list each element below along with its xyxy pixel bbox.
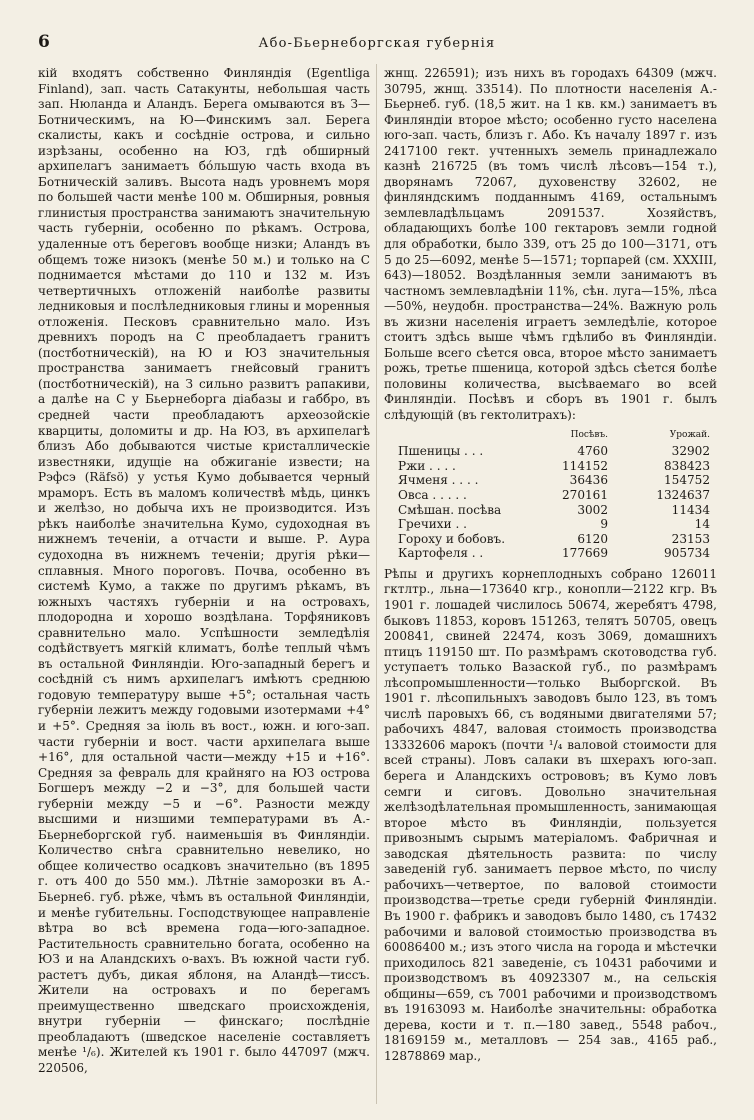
crop-name: Гречихи . . xyxy=(398,517,467,532)
left-column xyxy=(38,66,370,1077)
harvest-table-header xyxy=(398,428,712,445)
crop-posev: 114152 xyxy=(562,458,608,473)
harvest-header-posev: Посѣвъ. xyxy=(570,429,608,440)
column-divider xyxy=(376,64,377,1104)
right-column-bottom-text: Рѣпы и другихъ корнеплодныхъ собрано 126011 гктлтр., льна—173640 кгр., конопли—2122 кгр. Въ 1901 г. лошадей числилось 50674, жеребятъ 4798, быковъ 11853, коровъ 151263, телятъ 50705, овецъ 200841, свиней 22474, козъ 3069, домашнихъ птицъ 119150 шт. По размѣрамъ скотоводства губ. уступаетъ только Вазаской губ., по размѣрамъ лѣсопромышленности—только Выборгской. Въ 1901 г. лѣсопильныхъ заводовъ было 123, въ томъ числѣ паровыхъ 66, съ водяными двигателями 57; рабочихъ 4847, валовая стоимость производства 13332606 марокъ (почти ¹/₄ валовой стоимости для всей страны). Ловъ салаки въ шхерахъ юго-зап. берега и Аландскихъ острововъ; въ Кумо ловъ семги и сиговъ. Довольно значительная желѣзодѣлательная промышленность, занимающая второе мѣсто въ Финляндіи, пользуется привознымъ сырымъ матеріаломъ. Фабричная и заводская дѣятельность развита: по числу заведеній губ. занимаетъ первое мѣсто, по числу рабочихъ—четвертое, по валовой стоимости производства—третье среди губерній Финляндіи. Въ 1900 г. фабрикъ и заводовъ было 1480, съ 17432 рабочими и валовой стоимостью производства въ 60086400 м.; изъ этого числа на города и мѣстечки приходилось 821 заведеніе, съ 10431 рабочими и производствомъ въ 40923307 м., на сельскія общины—659, съ 7001 рабочими и производствомъ въ 19163093 м. Наиболѣе значительны: обработка дерева, кости и т. п.—180 завед., 5548 рабоч., 18169159 м., металловъ — 254 зав., 4165 раб., 12878869 мар., xyxy=(384,566,717,1063)
crop-posev: 4760 xyxy=(577,444,608,459)
harvest-header-crop xyxy=(398,428,524,445)
left-column-text: кій входятъ собственно Финляндія (Egentliga Finland), зап. часть Сатакунты, небольшая часть зап. Нюланда и Аландъ. Берега омываются въ З—Ботническимъ, на Ю—Финскимъ зал. Берега скалисты, какъ и сосѣдніе острова, и сильно изрѣзаны, особенно на ЮЗ, гдѣ обширный архипелагъ занимаетъ бо́льшую часть входа въ Ботническій заливъ. Высота надъ уровнемъ моря по большей части менѣе 100 м. Обширныя, ровныя глинистыя пространства занимаютъ значительную часть губерніи, особенно по рѣкамъ. Острова, удаленные отъ береговъ вообще низки; Аландъ въ общемъ тоже низокъ (менѣе 50 м.) и только на С поднимается мѣстами до 110 и 132 м. Изъ четвертичныхъ отложеній наиболѣе развиты ледниковыя и послѣледниковыя глины и моренныя отложенія. Песковъ сравнительно мало. Изъ древнихъ породъ на С преобладаетъ гранитъ (постботническій), на Ю и ЮЗ значительныя пространства занимаетъ гнейсовый гранитъ (постботническій), на З сильно развитъ рапакиви, а далѣе на С у Бьернеборга діабазы и габбро, въ средней части преобладаютъ археозойскіе кварциты, доломиты и др. На ЮЗ, въ архипелагѣ близъ Або добываются чистые кристаллическіе известняки, идущіе на обжиганіе извести; на Рэфсэ (Räfsö) у устья Кумо добывается черный мраморъ. Есть въ маломъ количествѣ мѣдь, цинкъ и желѣзо, но добыча ихъ не производится. Изъ рѣкъ наиболѣе значительна Кумо, судоходная въ нижнемъ теченіи, а отчасти и выше. Р. Аура судоходна въ нижнемъ теченіи; другія рѣки—сплавныя. Много пороговъ. Почва, особенно въ системѣ Кумо, а также по другимъ рѣкамъ, въ южныхъ частяхъ губерніи и на островахъ, плодородна и хорошо воздѣлана. Торфяниковъ сравнительно мало. Успѣшности земледѣлія содѣйствуетъ мягкій климатъ, болѣе теплый чѣмъ въ остальной Финляндіи. Юго-западный берегъ и сосѣдній съ нимъ архипелагъ имѣютъ среднюю годовую температуру выше +5°; остальная часть губерніи лежитъ между годовыми изотермами +4° и +5°. Средняя за іюль въ вост., южн. и юго-зап. части губерніи и вост. части архипелага выше +16°, для остальной части—между +15 и +16°. Средняя за февраль для крайняго на ЮЗ острова Богшеръ между −2 и −3°, для большей части губерніи между −5 и −6°. Разности между высшими и низшими температурами въ А.-Бьернеборгской губ. наименьшія въ Финляндіи. Количество снѣга сравнительно невелико, но общее количество осадковъ значительно (въ 1895 г. отъ 400 до 550 мм.). Лѣтніе заморозки въ А.-Бьерне6. губ. рѣже, чѣмъ въ остальной Финляндіи, и менѣе губительны. Господствующее направленіе вѣтра во всѣ времена года—юго-западное. Растительность сравнительно богата, особенно на ЮЗ и на Аландскихъ о-вахъ. Въ южной части губ. растетъ дубъ, дикая яблоня, на Аландѣ—тиссъ. Жители на островахъ и по берегамъ преимущественно шведскаго происхожденія, внутри губерніи — финскаго; послѣдніе преобладаютъ (шведское населеніе составляетъ менѣе ¹/₆). Жителей къ 1901 г. было 447097 (мжч. 220506, xyxy=(38,66,370,1075)
running-header: Або-Бьернеборгская губернія xyxy=(258,36,496,51)
crop-urozhai: 838423 xyxy=(664,458,710,473)
crop-name: Гороху и бобовъ. xyxy=(398,531,506,546)
table-row xyxy=(398,473,712,488)
crop-urozhai: 11434 xyxy=(671,502,710,517)
table-row xyxy=(398,459,712,474)
crop-urozhai: 154752 xyxy=(664,473,710,488)
crop-name: Пшеницы . . . xyxy=(398,444,484,459)
crop-urozhai: 32902 xyxy=(671,444,710,459)
harvest-table xyxy=(398,428,712,561)
crop-urozhai: 14 xyxy=(694,517,710,532)
right-column xyxy=(384,66,717,1064)
table-row xyxy=(398,532,712,547)
table-row xyxy=(398,444,712,459)
table-row xyxy=(398,517,712,532)
crop-name: Картофеля . . xyxy=(398,546,484,561)
crop-name: Овса . . . . . xyxy=(398,487,467,502)
crop-urozhai: 905734 xyxy=(664,546,710,561)
crop-urozhai: 1324637 xyxy=(656,487,710,502)
crop-name: Ячменя . . . . xyxy=(398,473,479,488)
crop-posev: 177669 xyxy=(562,546,608,561)
crop-posev: 6120 xyxy=(577,531,608,546)
harvest-header-urozhai: Урожай. xyxy=(669,429,710,440)
crop-posev: 36436 xyxy=(569,473,608,488)
table-row xyxy=(398,488,712,503)
crop-posev: 270161 xyxy=(562,487,608,502)
crop-posev: 3002 xyxy=(577,502,608,517)
crop-name: Ржи . . . . xyxy=(398,458,456,473)
crop-name: Смѣшан. посѣва xyxy=(398,502,502,517)
page-number: 6 xyxy=(38,32,50,52)
crop-urozhai: 23153 xyxy=(671,531,710,546)
crop-posev: 9 xyxy=(600,517,608,532)
table-row xyxy=(398,503,712,518)
table-row xyxy=(398,546,712,561)
right-column-top-text: жнщ. 226591); изъ нихъ въ городахъ 64309 (мжч. 30795, жнщ. 33514). По плотности населенія А.-Бьернеб. губ. (18,5 жит. на 1 кв. км.) занимаетъ въ Финляндіи второе мѣсто; особенно густо населена юго-зап. часть, близъ г. Або. Къ началу 1897 г. изъ 2417100 гект. учтенныхъ земель принадлежало казнѣ 216725 (въ томъ числѣ лѣсовъ—154 т.), дворянамъ 72067, духовенству 32602, не финляндскимъ подданнымъ 4169, остальнымъ землевладѣльцамъ 2091537. Хозяйствъ, обладающихъ болѣе 100 гектаровъ земли годной для обработки, было 339, отъ 25 до 100—3171, отъ 5 до 25—6092, менѣе 5—1571; торпарей (см. XXXIII, 643)—18052. Воздѣланныя земли занимаютъ въ частномъ землевладѣніи 11%, сѣн. луга—15%, лѣса—50%, неудобн. пространства—24%. Важную роль въ жизни населенія играетъ земледѣліе, которое стоитъ здѣсь выше чѣмъ гдѣлибо въ Финляндіи. Больше всего сѣется овса, второе мѣсто занимаетъ рожь, третье пшеница, которой здѣсь сѣется болѣе половины количества, высѣваемаго во всей Финляндіи. Посѣвъ и сборъ въ 1901 г. былъ слѣдующій (въ гектолитрахъ): xyxy=(384,66,717,423)
